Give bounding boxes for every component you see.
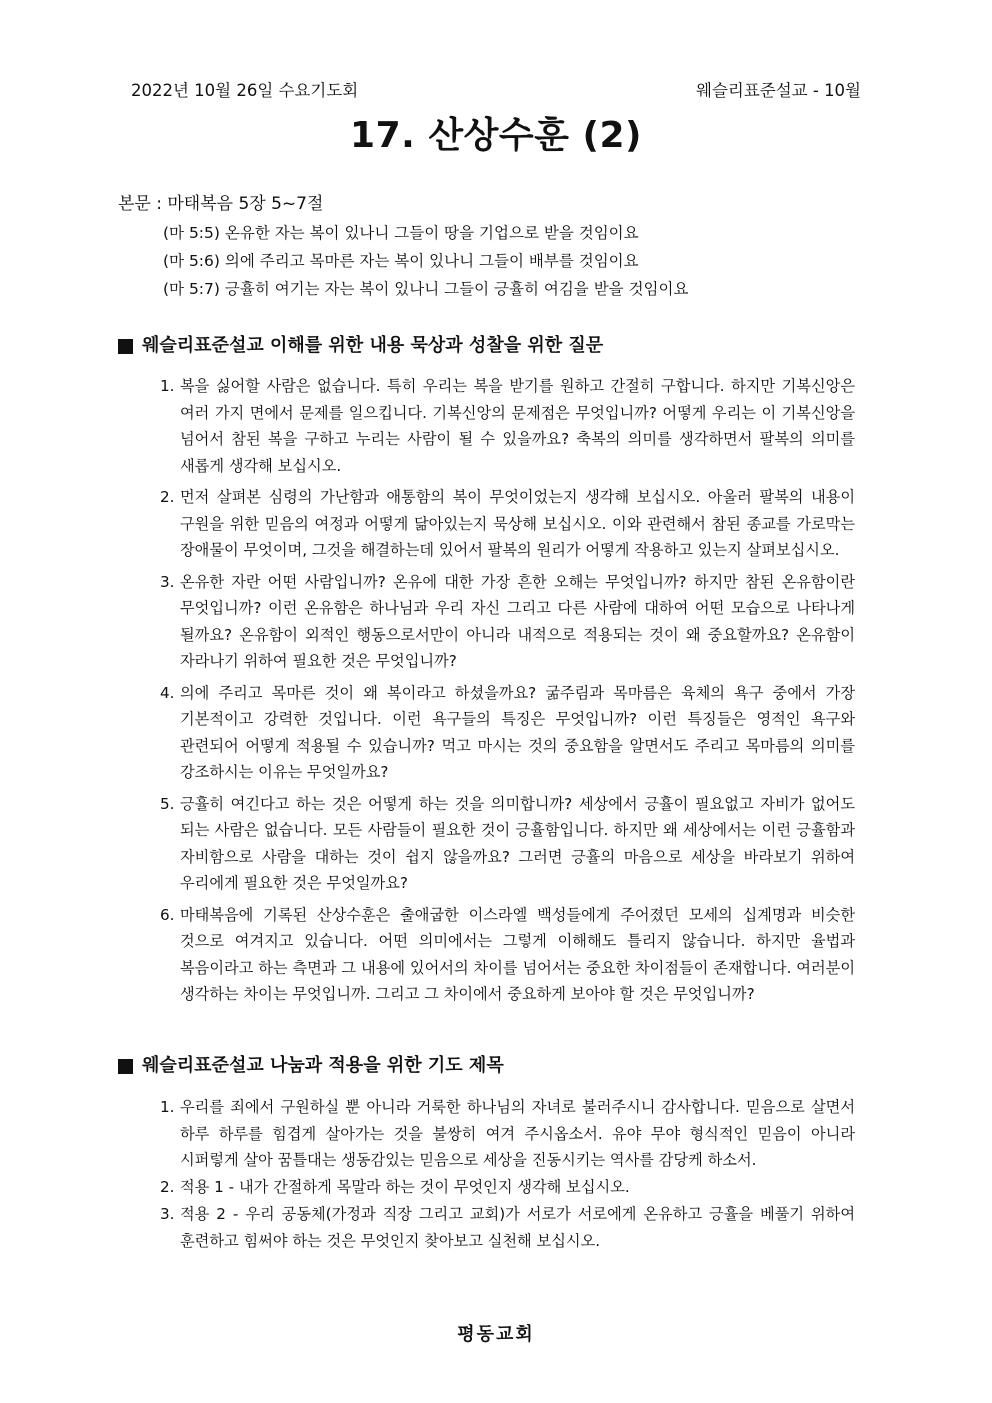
item-text: 온유한 자란 어떤 사람입니까? 온유에 대한 가장 흔한 오해는 무엇입니까? 하지만 참된 온유함이란 무엇입니까? 이런 온유함은 하나님과 우리 자신 그리고 다른 사람에 대하여 어떤 모습으로 나타나게 될까요? 온유함이 외적인 행동으로서만이 아니라 내적으로 적용되는 것이 왜 중요할까요? 온유함이 자라나기 위하여 필요한 것은 무엇입니까?: [180, 572, 855, 670]
church-name-footer: 평동교회: [457, 1324, 535, 1345]
question-item: [160, 791, 855, 897]
item-number: 5.: [160, 794, 175, 813]
page-header: [131, 80, 861, 102]
item-text: 긍휼히 여긴다고 하는 것은 어떻게 하는 것을 의미합니까? 세상에서 긍휼이 필요없고 자비가 없어도 되는 사람은 없습니다. 모든 사람들이 필요한 것이 긍휼함입니다. 하지만 왜 세상에서는 이런 긍휼함과 자비함으로 사람을 대하는 것이 쉽지 않을까요? 그러면 긍휼의 마음으로 세상을 바라보기 위하여 우리에게 필요한 것은 무엇일까요?: [180, 794, 855, 892]
section-heading-prayer: [118, 1053, 504, 1079]
item-text: 복을 싫어할 사람은 없습니다. 특히 우리는 복을 받기를 원하고 간절히 구합니다. 하지만 기복신앙은 여러 가지 면에서 문제를 일으킵니다. 기복신앙의 문제점은 무엇입니까? 어떻게 우리는 이 기복신앙을 넘어서 참된 복을 구하고 누리는 사람이 될 수 있을까요? 축복의 의미를 생각하면서 팔복의 의미를 새롭게 생각해 보십시오.: [180, 377, 855, 475]
item-text: 적용 2 - 우리 공동체(가정과 직장 그리고 교회)가 서로가 서로에게 온유하고 긍휼을 베풀기 위하여 훈련하고 힘써야 하는 것은 무엇인지 찾아보고 실천해 보십시오.: [180, 1204, 855, 1250]
item-number: 6.: [160, 905, 175, 924]
item-text: 의에 주리고 목마른 것이 왜 복이라고 하셨을까요? 굶주림과 목마름은 육체의 욕구 중에서 가장 기본적이고 강력한 것입니다. 이런 욕구들의 특징은 무엇입니까? 이런 특징들은 영적인 욕구와 관련되어 어떻게 적용될 수 있습니까? 먹고 마시는 것의 중요함을 알면서도 주리고 목마름의 의미를 강조하시는 이유는 무엇일까요?: [180, 683, 855, 781]
verse-item: (마 5:5) 온유한 자는 복이 있나니 그들이 땅을 기업으로 받을 것임이요: [163, 224, 639, 242]
item-number: 2.: [160, 1177, 175, 1196]
scripture-label: 본문 : 마태복음 5장 5~7절: [118, 194, 324, 214]
question-item: [160, 373, 855, 479]
verse-item: (마 5:6) 의에 주리고 목마른 자는 복이 있나니 그들이 배부를 것임이요: [163, 252, 639, 270]
item-number: 3.: [160, 1204, 175, 1223]
header-series: 웨슬리표준설교 - 10월: [696, 81, 861, 100]
item-number: 2.: [160, 488, 175, 506]
section-heading-questions: [118, 333, 603, 359]
page-title: 17. 산상수훈 (2): [350, 115, 642, 156]
item-text: 적용 1 - 내가 간절하게 목말라 하는 것이 무엇인지 생각해 보십시오.: [180, 1177, 630, 1196]
section-heading-text: 웨슬리표준설교 나눔과 적용을 위한 기도 제목: [142, 1055, 504, 1076]
header-date: 2022년 10월 26일 수요기도회: [131, 81, 359, 100]
item-text: 먼저 살펴본 심령의 가난함과 애통함의 복이 무엇이었는지 생각해 보십시오. 아울러 팔복의 내용이 구원을 위한 믿음의 여정과 어떻게 닮아있는지 묵상해 보십시오. 이와 관련해서 참된 종교를 가로막는 장애물이 무엇이며, 그것을 해결하는데 있어서 팔복의 원리가 어떻게 작용하고 있는지 살펴보십시오.: [180, 488, 855, 559]
item-number: 1.: [160, 377, 175, 395]
question-item: [160, 902, 855, 1008]
question-item: [160, 484, 855, 564]
verse-item: (마 5:7) 긍휼히 여기는 자는 복이 있나니 그들이 긍휼히 여김을 받을 것임이요: [163, 280, 689, 298]
item-text: 마태복음에 기록된 산상수훈은 출애굽한 이스라엘 백성들에게 주어졌던 모세의 십계명과 비슷한 것으로 여겨지고 있습니다. 어떤 의미에서는 그렇게 이해해도 틀리지 않습니다. 하지만 율법과 복음이라고 하는 측면과 그 내용에 있어서의 차이를 넘어서는 중요한 차이점들이 존재합니다. 여러분이 생각하는 차이는 무엇입니까. 그리고 그 차이에서 중요하게 보아야 할 것은 무엇입니까?: [180, 905, 855, 1003]
item-number: 1.: [160, 1098, 175, 1116]
section-heading-text: 웨슬리표준설교 이해를 위한 내용 묵상과 성찰을 위한 질문: [142, 335, 604, 356]
square-bullet-icon: [118, 339, 133, 354]
question-item: [160, 680, 855, 786]
prayer-item: [160, 1094, 855, 1174]
question-item: [160, 569, 855, 675]
application-item: [160, 1174, 855, 1201]
item-number: 3.: [160, 572, 175, 591]
prayer-list: [160, 1094, 855, 1255]
square-bullet-icon: [118, 1059, 133, 1074]
item-text: 우리를 죄에서 구원하실 뿐 아니라 거룩한 하나님의 자녀로 불러주시니 감사합니다. 믿음으로 살면서 하루 하루를 힘겹게 살아가는 것을 불쌍히 여겨 주시옵소서. 유야 무야 형식적인 믿음이 아니라 시퍼렇게 살아 꿈틀대는 생동감있는 믿음으로 세상을 진동시키는 역사를 감당케 하소서.: [180, 1098, 855, 1169]
scripture-verses: [163, 219, 883, 303]
question-list: [160, 373, 855, 1013]
item-number: 4.: [160, 683, 175, 702]
application-item: [160, 1201, 855, 1255]
